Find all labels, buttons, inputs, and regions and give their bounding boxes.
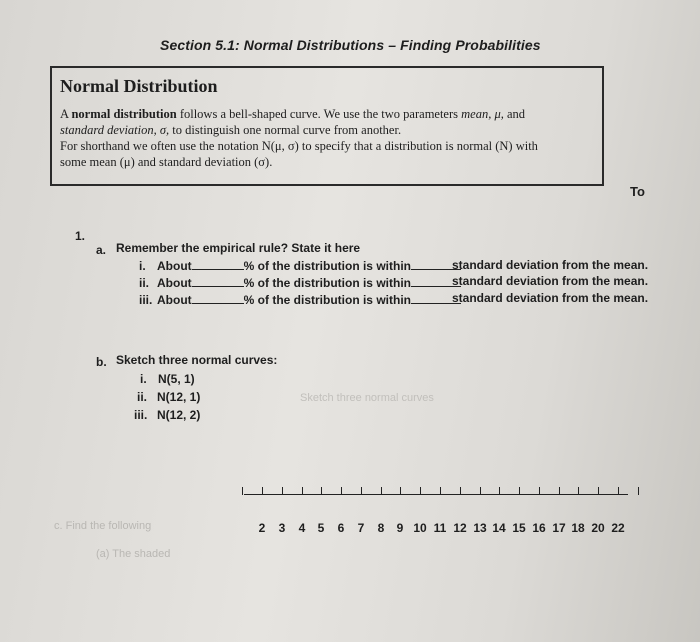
axis-tick [618,487,619,495]
axis-tick [638,487,639,495]
bleed-through-text: Sketch three normal curves [300,392,434,404]
axis-tick-label: 11 [433,521,447,535]
definition-notation-end: some mean (μ) and standard deviation (σ). [60,155,273,169]
definition-text-c: and [507,107,526,121]
axis-tick [302,487,303,495]
part-a-prompt: Remember the empirical rule? State it here [116,241,361,255]
part-b-label: b. [96,355,107,369]
curve-roman: ii. [137,390,148,404]
rule-row-1 [139,258,461,273]
rule-about: About [157,259,192,273]
definition-box [50,66,604,186]
axis-tick-label: 12 [453,521,467,535]
curve-item-2 [137,390,200,404]
axis-tick-label: 2 [258,521,266,535]
curve-item-3 [134,408,200,422]
axis-tick-label: 18 [571,521,585,535]
curve-roman: i. [140,372,147,386]
rule-text: % of the distribution is within [243,259,411,273]
percent-blank[interactable] [192,292,244,304]
bleed-through-text: (a) The shaded [96,548,171,560]
axis-tick-label: 8 [377,521,385,535]
axis-tick [381,487,382,495]
definition-text [60,106,600,170]
rule-tail-2: standard deviation from the mean. [452,274,649,288]
definition-title: Normal Distribution [60,76,218,96]
axis-tick-label: 4 [298,521,306,535]
bleed-through-text: c. Find the following [54,520,152,532]
axis-tick [321,487,322,495]
definition-notation: For shorthand we often use the notation N(μ, σ) to specify that a distribution is normal (N) with [60,139,538,153]
axis-tick [400,487,401,495]
axis-tick [499,487,500,495]
axis-tick-label: 3 [278,521,286,535]
rule-text: % of the distribution is within [243,276,411,290]
rule-tail-1: standard deviation from the mean. [452,258,649,272]
curve-notation: N(12, 1) [157,390,201,404]
percent-blank[interactable] [192,258,244,270]
definition-sd: standard deviation, σ, [60,123,170,137]
percent-blank[interactable] [192,275,244,287]
rule-about: About [157,276,192,290]
axis-tick [440,487,441,495]
axis-tick [460,487,461,495]
axis-tick [578,487,579,495]
curve-item-1 [140,372,195,386]
axis-tick-label: 16 [532,521,546,535]
axis-tick [598,487,599,495]
axis-tick-label: 9 [396,521,404,535]
axis-tick [420,487,421,495]
axis-tick-label: 5 [317,521,325,535]
axis-tick-label: 14 [492,521,506,535]
axis-tick-label: 17 [552,521,566,535]
definition-text-b: follows a bell-shaped curve. We use the two parameters [179,107,459,121]
axis-tick [282,487,283,495]
axis-tick [519,487,520,495]
axis-tick [262,487,263,495]
axis-tick-label: 20 [591,521,605,535]
rule-text: % of the distribution is within [243,293,411,307]
axis-tick-label: 15 [512,521,526,535]
definition-text-d: to distinguish one normal curve from another. [172,123,402,137]
side-note: To [630,184,645,199]
axis-tick [341,487,342,495]
axis-tick [539,487,540,495]
axis-tick-label: 13 [473,521,487,535]
definition-text-a: A [60,107,69,121]
page-title: Section 5.1: Normal Distributions – Finding Probabilities [160,37,541,53]
rule-tail-3: standard deviation from the mean. [452,291,649,305]
curve-notation: N(5, 1) [158,372,195,386]
rule-row-2 [139,275,461,290]
axis-tick-label: 7 [357,521,365,535]
rule-roman: i. [139,259,146,273]
definition-mean: mean, μ, [461,107,504,121]
axis-tick-label: 6 [337,521,345,535]
axis-tick [559,487,560,495]
definition-term: normal distribution [71,107,177,121]
question-number: 1. [75,229,86,243]
rule-about: About [157,293,192,307]
rule-row-3 [139,292,461,307]
axis-tick-label: 22 [611,521,625,535]
axis-tick [361,487,362,495]
rule-roman: ii. [139,276,150,290]
part-b-prompt: Sketch three normal curves: [116,353,278,367]
part-a-label: a. [96,243,107,257]
axis-tick [480,487,481,495]
curve-roman: iii. [134,408,148,422]
curve-notation: N(12, 2) [157,408,201,422]
axis-tick-label: 10 [413,521,427,535]
axis-tick [242,487,243,495]
rule-roman: iii. [139,293,153,307]
